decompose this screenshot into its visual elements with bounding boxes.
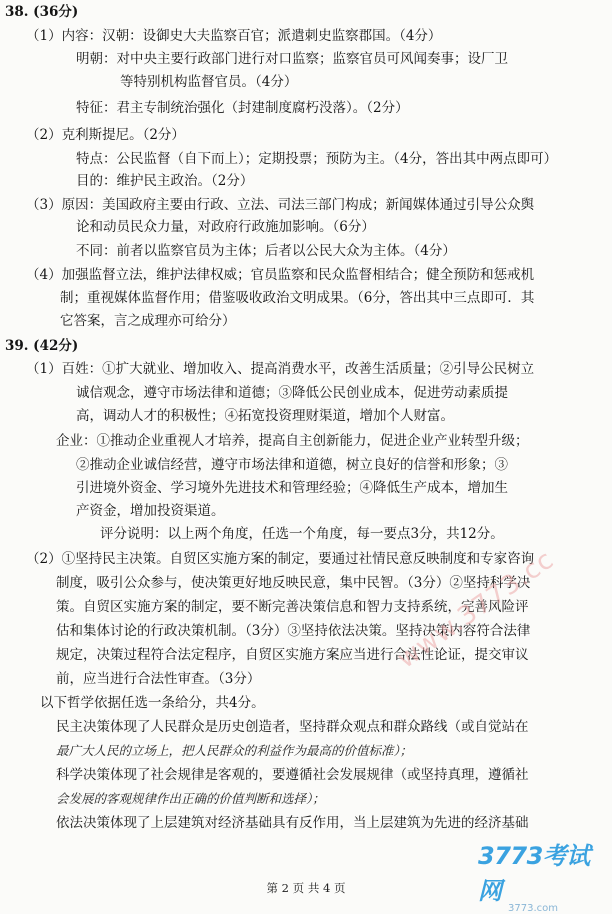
text-line: 明朝：对中央主要行政部门进行对口监察；监察官员可风闻奏事；设厂卫 [76, 51, 508, 67]
text-line: 39. (42分) [5, 338, 79, 354]
text-line: 产资金，增加投资渠道。 [76, 503, 225, 519]
text-line: 它答案，言之成理亦可给分） [60, 313, 236, 329]
text-line: 会发展的客观规律作出正确的价值判断和选择）； [56, 791, 325, 806]
text-line: 38. (36分) [5, 4, 79, 20]
text-line: 制；重视媒体监督作用；借鉴吸收政治文明成果。（6分，答出其中三点即可．其 [60, 290, 535, 306]
text-line: 民主决策体现了人民群众是历史创造者，坚持群众观点和群众路线（或自觉站在 [56, 719, 529, 735]
text-line: 前，应当进行合法性审查。（3分） [56, 671, 261, 687]
text-line: 特征：君主专制统治强化（封建制度腐朽没落）。（2分） [76, 100, 409, 116]
text-line: ②推动企业诚信经营，遵守市场法律和道德，树立良好的信誉和形象；③ [76, 457, 508, 473]
text-line: 以下哲学依据任选一条给分，共4分。 [40, 695, 265, 711]
text-line: 特点：公民监督（自下而上）；定期投票；预防为主。（4分，答出其中两点即可） [76, 151, 558, 167]
text-line: 依法决策体现了上层建筑对经济基础具有反作用，当上层建筑为先进的经济基础 [56, 815, 529, 831]
text-line: 不同：前者以监察官员为主体；后者以公民大众为主体。（4分） [76, 243, 456, 259]
watermark: www.3773.cc [392, 544, 560, 675]
text-line: 企业：①推动企业重视人才培养，提高自主创新能力，促进企业产业转型升级； [56, 433, 529, 449]
text-line: 引进境外资金、学习境外先进技术和管理经验；④降低生产成本，增加生 [76, 480, 508, 496]
text-line: 制度，吸引公众参与，使决策更好地反映民意，集中民智。（3分）②坚持科学决 [56, 575, 531, 591]
text-line: 诚信观念，遵守市场法律和道德；③降低公民创业成本，促进劳动素质提 [76, 385, 508, 401]
text-line: 论和动员民众力量，对政府行政施加影响。（6分） [76, 219, 375, 235]
logo-sub-text: 3773.com [508, 903, 558, 914]
page-footer: 第 2 页 共 4 页 [266, 881, 346, 895]
text-line: 高，调动人才的积极性；④拓宽投资理财渠道，增加个人财富。 [76, 408, 454, 424]
text-line: 估和集体讨论的行政决策机制。（3分）③坚持依法决策。坚持决策内容符合法律 [56, 623, 531, 639]
text-line: （2）①坚持民主决策。自贸区实施方案的制定，要通过社情民意反映制度和专家咨询 [26, 551, 535, 567]
logo-main-text: 3773考试网 [478, 842, 590, 905]
text-line: 科学决策体现了社会规律是客观的，要遵循社会发展规律（或坚持真理，遵循社 [56, 767, 529, 783]
text-line: 等特别机构监督官员。（4分） [120, 74, 298, 90]
text-line: 规定，决策过程符合法定程序，自贸区实施方案应当进行合法性论证，提交审议 [56, 647, 529, 663]
text-line: （1）百姓：①扩大就业、增加收入、提高消费水平，改善生活质量；②引导公民树立 [26, 361, 535, 377]
text-line: 评分说明：以上两个角度，任选一个角度，每一要点3分，共12分。 [100, 526, 504, 542]
text-line: 策。自贸区实施方案的制定，要不断完善决策信息和智力支持系统，完善风险评 [56, 599, 529, 615]
text-line: （2）克利斯提尼。（2分） [26, 127, 185, 143]
text-line: （4）加强监督立法，维护法律权威；官员监察和民众监督相结合；健全预防和惩戒机 [26, 267, 535, 283]
site-logo [478, 836, 604, 914]
text-line: （3）原因：美国政府主要由行政、立法、司法三部门构成；新闻媒体通过引导公众舆 [26, 197, 535, 213]
text-line: （1）内容：汉朝：设御史大夫监察百官；派遣刺史监察郡国。（4分） [26, 28, 442, 44]
text-line: 最广大人民的立场上，把人民群众的利益作为最高的价值标准）； [56, 743, 413, 758]
text-line: 目的：维护民主政治。（2分） [76, 173, 254, 189]
